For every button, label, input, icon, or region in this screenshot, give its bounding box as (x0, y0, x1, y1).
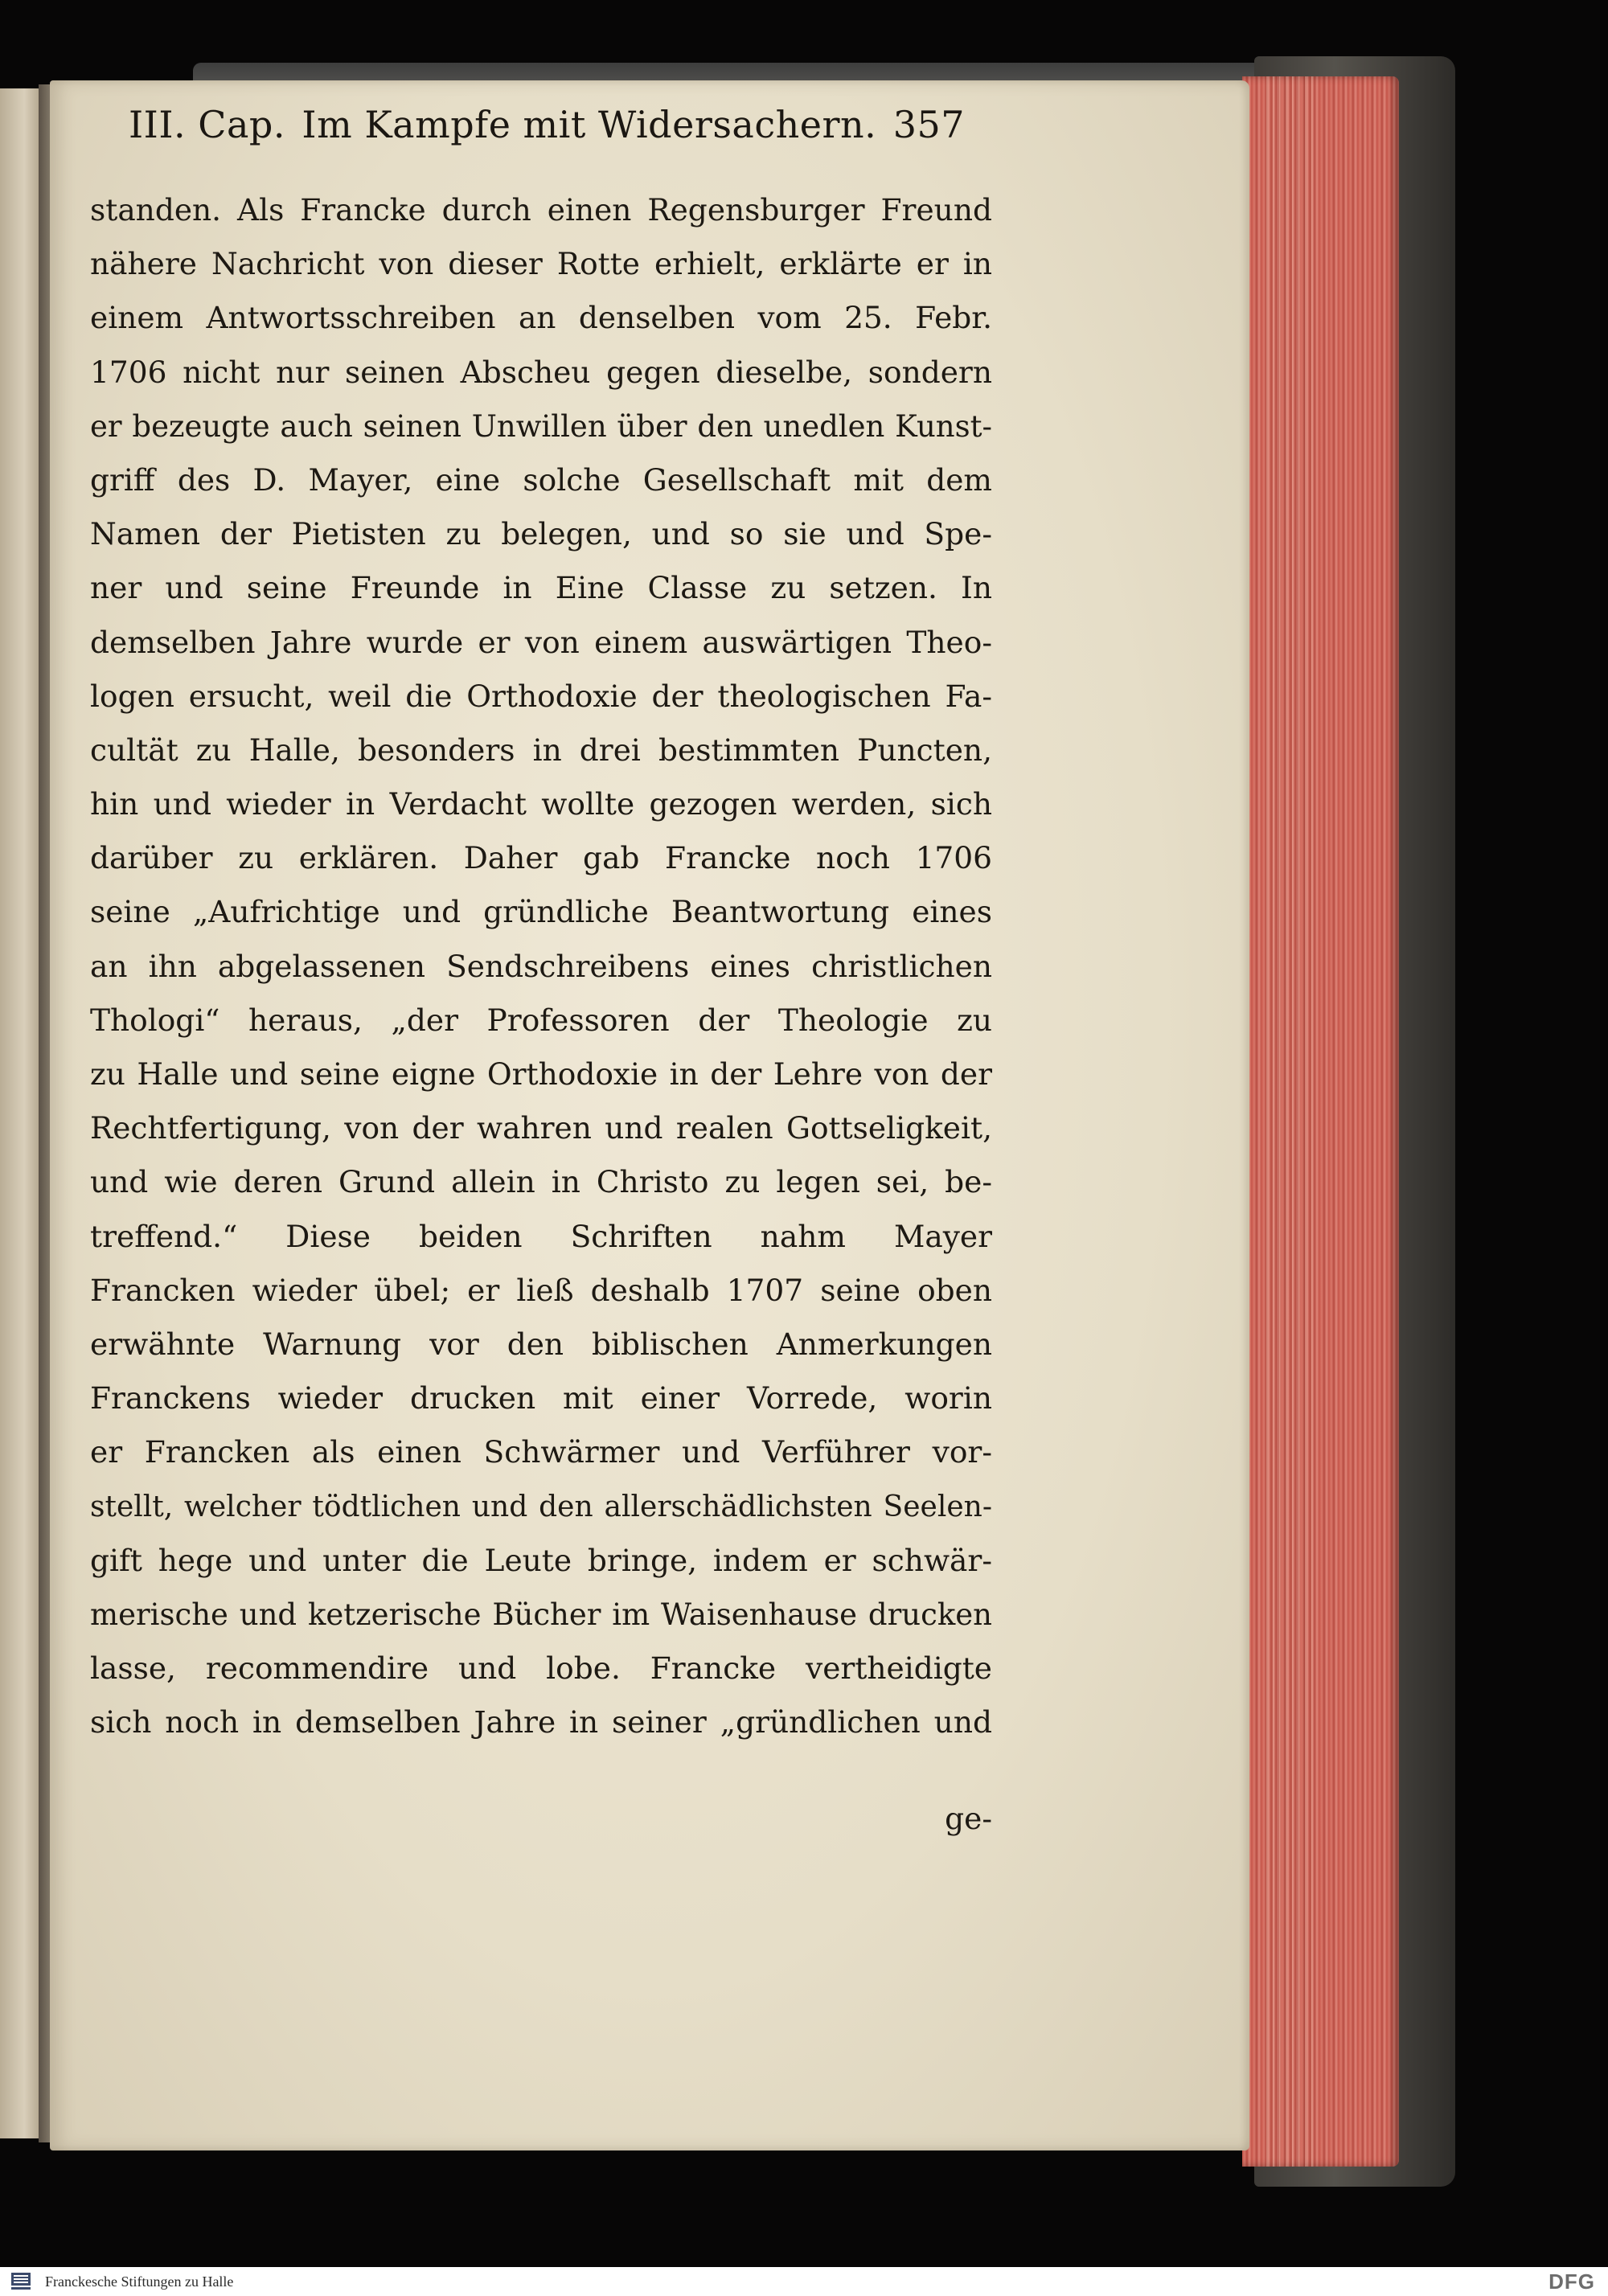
text-line: erwähnte Warnung vor den biblischen Anmerkungen (90, 1326, 992, 1362)
running-header (129, 103, 965, 167)
text-line: cultät zu Halle, besonders in drei bestimmten Puncten, (90, 732, 992, 768)
text-line: griff des D. Mayer, eine solche Gesellschaft mit dem (90, 461, 992, 498)
text-line: er bezeugte auch seinen Unwillen über den unedlen Kunst- (90, 408, 992, 444)
text-line: er Francken als einen Schwärmer und Verführer vor- (90, 1434, 992, 1470)
footer-institution (0, 2267, 233, 2296)
text-line: merische und ketzerische Bücher im Waisenhause drucken (90, 1597, 992, 1632)
facing-page-edge (0, 88, 44, 2138)
text-line: 1706 nicht nur seinen Abscheu gegen dieselbe, sondern (90, 354, 992, 390)
text-line: Namen der Pietisten zu belegen, und so sie und Spe- (90, 516, 992, 552)
institution-name: Franckesche Stiftungen zu Halle (45, 2273, 234, 2290)
text-line: Rechtfertigung, von der wahren und realen Gottseligkeit, (90, 1110, 992, 1146)
body-text (90, 183, 992, 1749)
dfg-logo: DFG (1549, 2269, 1595, 2294)
institution-logo-icon (6, 2269, 35, 2294)
text-line: ner und seine Freunde in Eine Classe zu setzen. In (90, 570, 992, 606)
text-line: darüber zu erklären. Daher gab Francke noch 1706 (90, 840, 992, 876)
chapter-title: Im Kampfe mit Widersachern. (302, 103, 877, 146)
text-line: gift hege und unter die Leute bringe, indem er schwär- (90, 1542, 992, 1578)
text-line: und wie deren Grund allein in Christo zu legen sei, be- (90, 1164, 992, 1200)
text-line: sich noch in demselben Jahre in seiner „gründlichen und (90, 1704, 992, 1740)
footer-bar (0, 2267, 1608, 2296)
text-line: zu Halle und seine eigne Orthodoxie in der Lehre von der (90, 1056, 992, 1092)
text-line: treffend.“ Diese beiden Schriften nahm Mayer (90, 1218, 992, 1254)
catchword: ge- (945, 1801, 992, 1836)
text-line: Thologi“ heraus, „der Professoren der Theologie zu (90, 1002, 992, 1038)
text-line: an ihn abgelassenen Sendschreibens eines christlichen (90, 948, 992, 984)
page-edge-highlight (1266, 76, 1315, 2167)
text-line: logen ersucht, weil die Orthodoxie der theologischen Fa- (90, 678, 992, 714)
text-line: Franckens wieder drucken mit einer Vorrede, worin (90, 1380, 992, 1417)
text-line: seine „Aufrichtige und gründliche Beantwortung eines (90, 894, 992, 930)
text-line: lasse, recommendire und lobe. Francke vertheidigte (90, 1650, 992, 1687)
page-number: 357 (892, 103, 965, 146)
text-line: stellt, welcher tödtlichen und den allerschädlichsten Seelen- (90, 1490, 992, 1523)
text-line: hin und wieder in Verdacht wollte gezogen werden, sich (90, 786, 992, 822)
text-line: Francken wieder übel; er ließ deshalb 1707 seine oben (90, 1272, 992, 1308)
text-line: demselben Jahre wurde er von einem auswärtigen Theo- (90, 624, 992, 660)
text-line: einem Antwortsschreiben an denselben vom 25. Febr. (90, 300, 992, 336)
text-line: standen. Als Francke durch einen Regensburger Freund (90, 192, 992, 228)
text-line: nähere Nachricht von dieser Rotte erhielt, erklärte er in (90, 246, 992, 282)
chapter-label: III. Cap. (129, 103, 285, 146)
